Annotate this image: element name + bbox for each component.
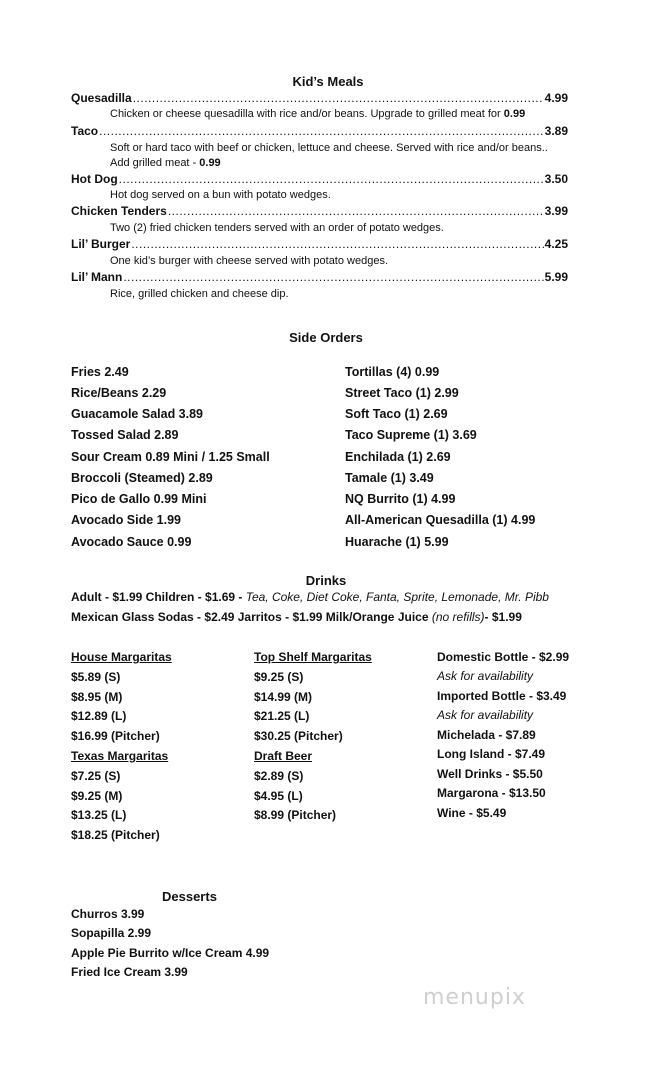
bottled-prices: Mexican Glass Sodas - $2.49 Jarritos - $1.99 Milk/Orange Juice <box>71 610 432 624</box>
item-price: 4.99 <box>544 91 568 105</box>
price-line: $14.99 (M) <box>254 690 313 704</box>
availability-note: Ask for availability <box>437 669 534 683</box>
top-shelf-margaritas-heading: Top Shelf Margaritas <box>254 650 372 664</box>
desc-text: One kid’s burger with cheese served with potato wedges. <box>110 255 389 267</box>
item-name: Hot Dog <box>71 172 118 186</box>
desserts-heading: Desserts <box>162 889 217 904</box>
item-name: Lil’ Burger <box>71 237 131 251</box>
item-price: 5.99 <box>544 270 568 284</box>
side-item: Broccoli (Steamed) 2.89 <box>71 471 213 485</box>
bar-item: Domestic Bottle - $2.99 <box>437 650 570 664</box>
price-line: $8.99 (Pitcher) <box>254 808 337 822</box>
side-item: Guacamole Salad 3.89 <box>71 407 204 421</box>
kids-meals-heading: Kid’s Meals <box>292 74 364 89</box>
dot-leader <box>131 237 543 251</box>
price-line: $13.25 (L) <box>71 808 127 822</box>
menu-item-lil-mann <box>71 270 568 288</box>
bar-item: Long Island - $7.49 <box>437 747 546 761</box>
side-item: NQ Burrito (1) 4.99 <box>345 492 456 506</box>
item-price: 3.89 <box>544 124 568 138</box>
desc-text: Soft or hard taco with beef or chicken, lettuce and cheese. Served with rice and/or beans.. Add grilled meat - <box>110 142 548 169</box>
bar-item: Wine - $5.49 <box>437 806 507 820</box>
side-item: All-American Quesadilla (1) 4.99 <box>345 513 536 527</box>
item-name: Chicken Tenders <box>71 204 167 218</box>
bar-item: Margarona - $13.50 <box>437 786 546 800</box>
desc-price: 0.99 <box>199 157 221 169</box>
menu-item-taco <box>71 124 568 142</box>
price-line: $18.25 (Pitcher) <box>71 828 160 842</box>
side-item: Soft Taco (1) 2.69 <box>345 407 448 421</box>
price-line: $9.25 (S) <box>254 670 304 684</box>
dot-leader <box>99 124 544 138</box>
menu-item-chicken-tenders <box>71 204 568 222</box>
side-orders-heading: Side Orders <box>289 330 363 345</box>
price-line: $2.89 (S) <box>254 769 304 783</box>
price-line: $7.25 (S) <box>71 769 121 783</box>
dot-leader <box>133 91 544 105</box>
item-description <box>110 287 570 302</box>
item-description <box>110 107 570 122</box>
item-description <box>110 188 570 203</box>
side-item: Sour Cream 0.89 Mini / 1.25 Small <box>71 450 270 464</box>
bar-item: Well Drinks - $5.50 <box>437 767 543 781</box>
no-refills-note: (no refills) <box>431 610 485 624</box>
dessert-item: Fried Ice Cream 3.99 <box>71 965 188 979</box>
watermark-logo: menupix <box>423 985 526 1010</box>
dot-leader <box>168 204 544 218</box>
side-item: Tossed Salad 2.89 <box>71 428 179 442</box>
side-item: Street Taco (1) 2.99 <box>345 386 459 400</box>
item-price: 3.99 <box>544 204 568 218</box>
price-line: $4.95 (L) <box>254 789 303 803</box>
bar-item: Michelada - $7.89 <box>437 728 536 742</box>
item-description <box>110 221 570 236</box>
texas-margaritas-heading: Texas Margaritas <box>71 749 169 763</box>
house-margaritas-heading: House Margaritas <box>71 650 172 664</box>
dessert-item: Churros 3.99 <box>71 907 145 921</box>
side-item: Huarache (1) 5.99 <box>345 535 449 549</box>
price-line: $5.89 (S) <box>71 670 121 684</box>
price-line: $16.99 (Pitcher) <box>71 729 160 743</box>
juice-price: - $1.99 <box>484 610 522 624</box>
price-line: $21.25 (L) <box>254 709 310 723</box>
dessert-item: Sopapilla 2.99 <box>71 926 152 940</box>
side-item: Enchilada (1) 2.69 <box>345 450 451 464</box>
menu-item-lil-burger <box>71 237 568 255</box>
fountain-drinks-line <box>71 590 549 604</box>
price-line: $9.25 (M) <box>71 789 123 803</box>
fountain-prices: Adult - $1.99 Children - $1.69 - <box>71 590 246 604</box>
side-item: Rice/Beans 2.29 <box>71 386 167 400</box>
desc-text: Two (2) fried chicken tenders served with an order of potato wedges. <box>110 222 444 234</box>
side-item: Pico de Gallo 0.99 Mini <box>71 492 207 506</box>
item-description <box>110 254 570 269</box>
dot-leader <box>123 270 543 284</box>
item-name: Taco <box>71 124 99 138</box>
bar-item: Imported Bottle - $3.49 <box>437 689 567 703</box>
side-item: Avocado Sauce 0.99 <box>71 535 192 549</box>
side-item: Tortillas (4) 0.99 <box>345 365 440 379</box>
item-description <box>110 141 560 171</box>
side-item: Tamale (1) 3.49 <box>345 471 434 485</box>
item-price: 3.50 <box>544 172 568 186</box>
item-price: 4.25 <box>544 237 568 251</box>
desc-text: Hot dog served on a bun with potato wedges. <box>110 189 331 201</box>
side-item: Taco Supreme (1) 3.69 <box>345 428 477 442</box>
price-line: $12.89 (L) <box>71 709 127 723</box>
dot-leader <box>119 172 544 186</box>
desc-text: Rice, grilled chicken and cheese dip. <box>110 288 289 300</box>
item-name: Quesadilla <box>71 91 132 105</box>
draft-beer-heading: Draft Beer <box>254 749 313 763</box>
bottled-drinks-line <box>71 610 522 624</box>
item-name: Lil’ Mann <box>71 270 123 284</box>
drinks-heading: Drinks <box>305 573 347 588</box>
side-item: Fries 2.49 <box>71 365 129 379</box>
desc-price: 0.99 <box>503 108 526 120</box>
price-line: $8.95 (M) <box>71 690 123 704</box>
side-item: Avocado Side 1.99 <box>71 513 181 527</box>
price-line: $30.25 (Pitcher) <box>254 729 343 743</box>
fountain-options: Tea, Coke, Diet Coke, Fanta, Sprite, Lemonade, Mr. Pibb <box>245 590 549 604</box>
availability-note: Ask for availability <box>437 708 534 722</box>
dessert-item: Apple Pie Burrito w/Ice Cream 4.99 <box>71 946 270 960</box>
desc-text: Chicken or cheese quesadilla with rice and/or beans. Upgrade to grilled meat for <box>110 108 504 120</box>
